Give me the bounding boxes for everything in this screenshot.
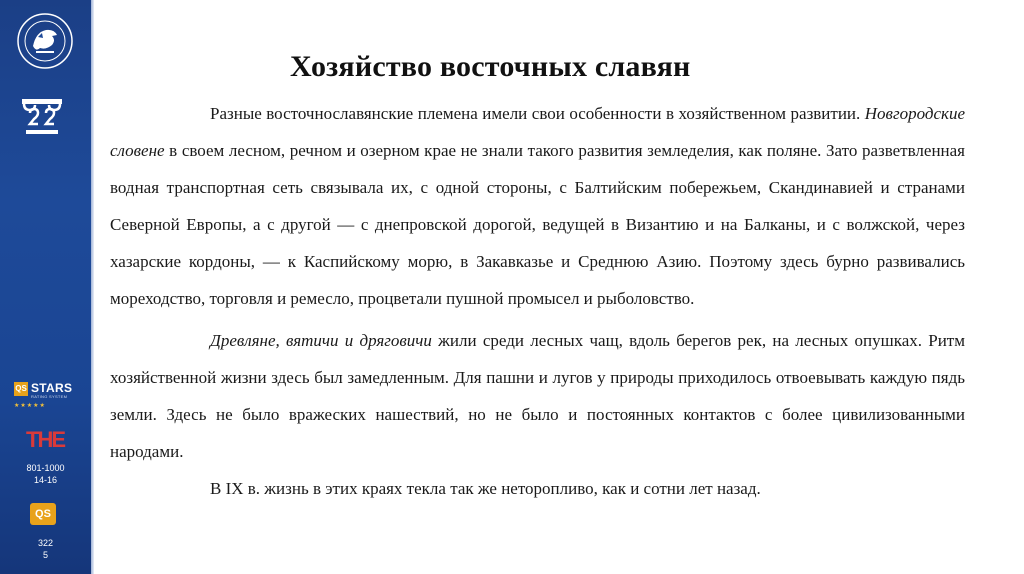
qs-stars-badge bbox=[14, 380, 76, 414]
qs-rank-line1: 322 bbox=[37, 538, 54, 548]
sidebar-divider bbox=[91, 0, 94, 574]
stars-sub-label: RATING SYSTEM bbox=[31, 394, 68, 399]
university-crest-icon bbox=[16, 10, 74, 72]
paragraph3-text: В IX в. жизнь в этих краях текла так же неторопливо, как и сотни лет назад. bbox=[210, 479, 761, 498]
paragraph-drevlyane bbox=[110, 322, 965, 470]
paragraph1-rest: в своем лесном, речном и озерном крае не знали такого развития земледелия, как поляне. Зато разветвленная водная транспортная сеть связывала их, с одной стороны, с Балтийским побережьем, Скандинавией и странами Северной Европы, а с другой — с днепровской дорогой, ведущей в Византию и на Балканы, и с волжской, через хазарские кордоны, — к Каспийскому морю, в Закавказье и Среднюю Азию. Поэтому здесь бурно развивались мореходство, торговля и ремесло, процветали пушной промысел и рыболовство. bbox=[110, 141, 965, 308]
slide-content bbox=[110, 95, 965, 507]
qs-rank-line2: 5 bbox=[42, 550, 48, 560]
the-logo: THE bbox=[26, 427, 64, 452]
paragraph2-italic: Древляне, вятичи и дряговичи bbox=[210, 331, 432, 350]
page-title: Хозяйство восточных славян bbox=[290, 50, 691, 83]
paragraph2-rest: жили среди лесных чащ, вдоль берегов рек, на лесных опушках. Ритм хозяйственной жизни здесь был замедленным. Для пашни и лугов у природы приходилось отвоевывать каждую пядь земли. Здесь не было вражеских нашествий, но не было и постоянных контактов с более цивилизованными народами. bbox=[110, 331, 965, 461]
paragraph-ix-century bbox=[110, 470, 965, 507]
paragraph-novgorod bbox=[110, 95, 965, 317]
the-rank-line2: 14-16 bbox=[33, 475, 58, 485]
paragraph1-italic: Новгородские словене bbox=[110, 104, 965, 160]
column-logo-icon bbox=[21, 97, 63, 137]
paragraph1-lead: Разные восточнославянские племена имели свои особенности в хозяйственном развитии. bbox=[210, 104, 865, 123]
sidebar bbox=[0, 0, 91, 574]
stars-label: STARS bbox=[31, 381, 73, 395]
the-rank-line1: 801-1000 bbox=[26, 463, 65, 473]
star-icon: ★★★★★ bbox=[14, 402, 46, 409]
qs-stars-mark: QS bbox=[14, 382, 28, 396]
qs-logo: QS bbox=[30, 503, 56, 525]
